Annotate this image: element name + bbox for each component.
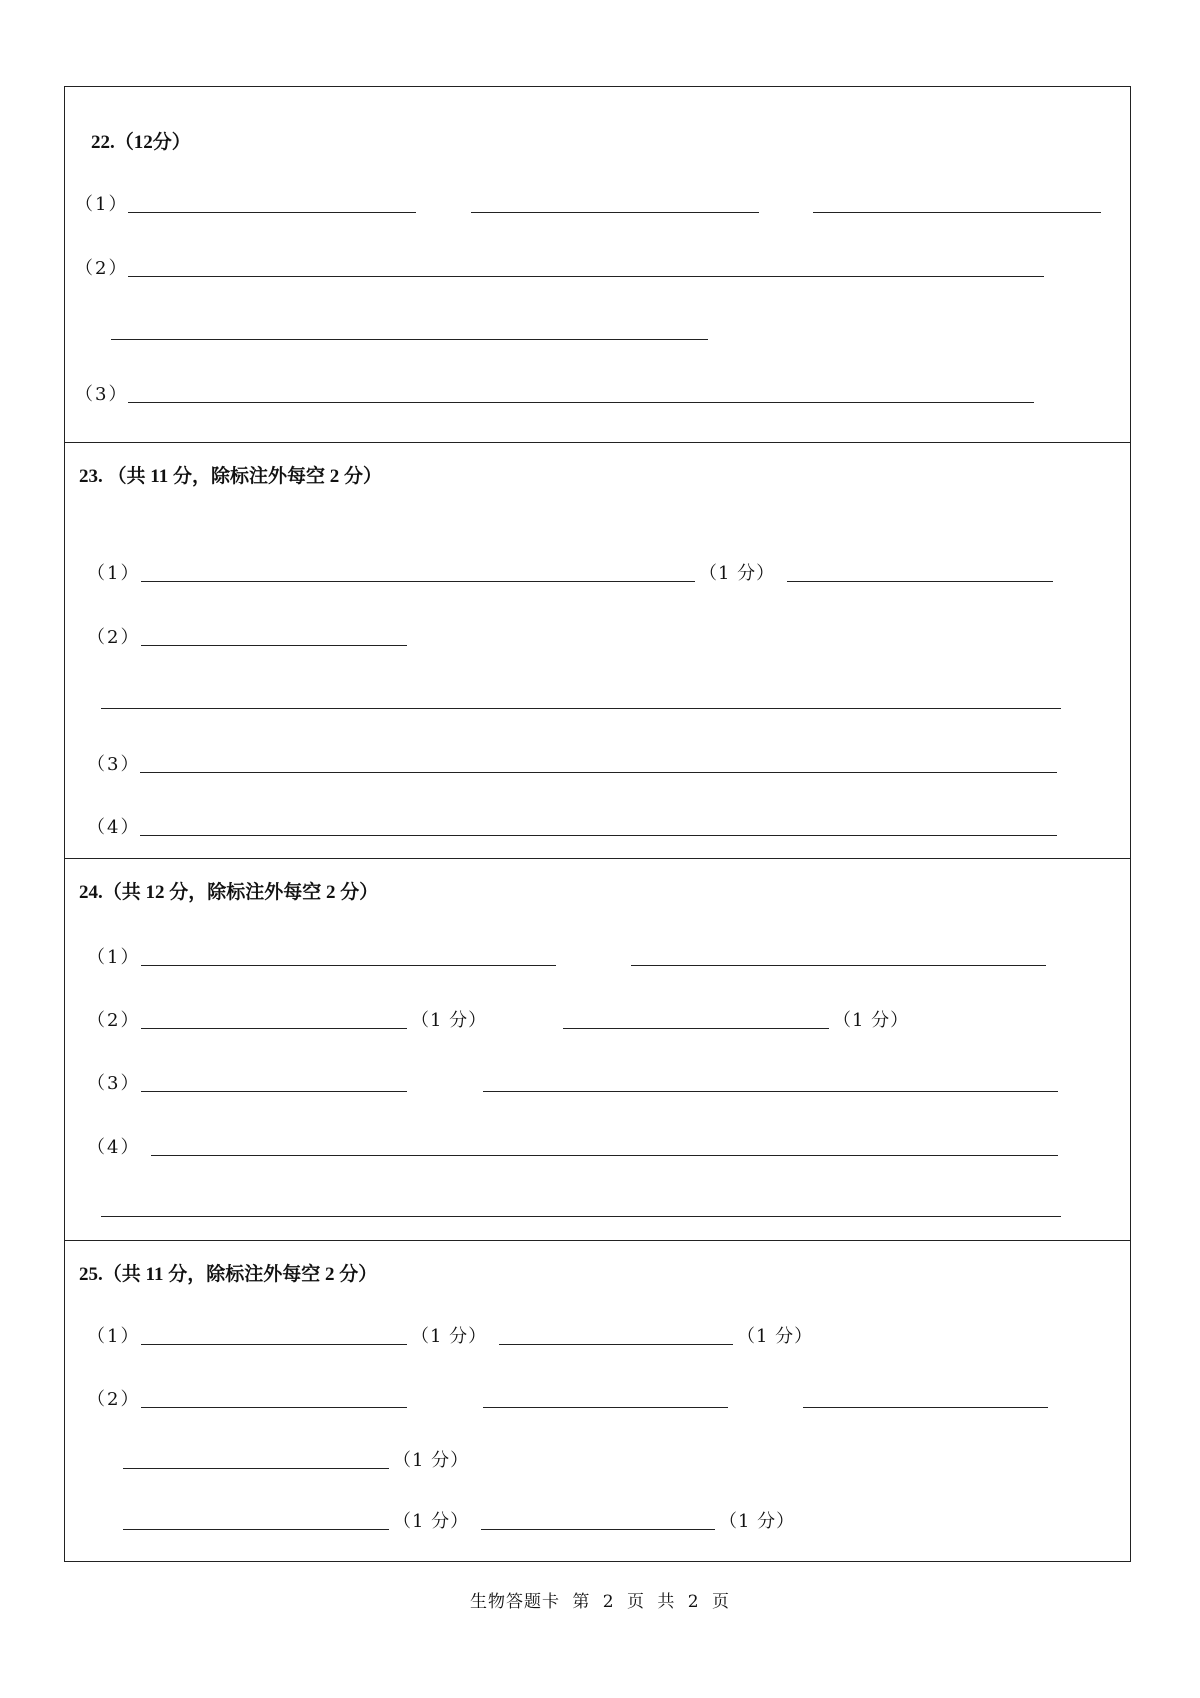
q24-part-4-blank-1[interactable] [151, 1155, 1058, 1156]
answer-sheet [64, 86, 1131, 1562]
q25-part-1-blank-2[interactable] [499, 1344, 733, 1345]
q23-part-1-score-note: （1 分） [699, 563, 776, 584]
q24-part-3-blank-2[interactable] [483, 1091, 1058, 1092]
question-25-title: 25.（共 11 分，除标注外每空 2 分） [79, 1264, 378, 1285]
q22-part-2-blank-2[interactable] [111, 339, 708, 340]
question-22-title: 22.（12分） [91, 132, 191, 153]
q25-part-1-score-note-2: （1 分） [737, 1326, 814, 1347]
q22-part-1-label: （1） [75, 194, 129, 215]
q22-part-1-blank-2[interactable] [471, 212, 759, 213]
q23-part-3-blank-1[interactable] [140, 772, 1057, 773]
question-22-section [65, 87, 1130, 443]
q25-part-1-label: （1） [87, 1326, 141, 1347]
q24-part-1-label: （1） [87, 947, 141, 968]
q25-part-2-blank-3[interactable] [803, 1407, 1048, 1408]
q24-part-2-blank-2[interactable] [563, 1028, 829, 1029]
q25-part-2-score-note-2: （1 分） [393, 1511, 470, 1532]
q24-part-2-score-note-1: （1 分） [411, 1010, 488, 1031]
q22-part-1-blank-3[interactable] [813, 212, 1101, 213]
q25-part-2-score-note-3: （1 分） [719, 1511, 796, 1532]
q25-part-2-blank-5[interactable] [123, 1529, 389, 1530]
q24-part-2-score-note-2: （1 分） [833, 1010, 910, 1031]
q23-part-2-blank-1[interactable] [141, 645, 407, 646]
q23-part-4-label: （4） [87, 817, 141, 838]
q23-part-2-blank-2[interactable] [101, 708, 1061, 709]
q25-part-2-blank-4[interactable] [123, 1468, 389, 1469]
question-23-title: 23. （共 11 分，除标注外每空 2 分） [79, 466, 382, 487]
q22-part-3-blank-1[interactable] [128, 402, 1034, 403]
q22-part-2-label: （2） [75, 258, 129, 279]
q25-part-2-blank-6[interactable] [481, 1529, 715, 1530]
q24-part-4-blank-2[interactable] [101, 1216, 1061, 1217]
q25-part-1-blank-1[interactable] [141, 1344, 407, 1345]
q24-part-3-blank-1[interactable] [141, 1091, 407, 1092]
q24-part-4-label: （4） [87, 1137, 141, 1158]
q24-part-3-label: （3） [87, 1073, 141, 1094]
q25-part-1-score-note-1: （1 分） [411, 1326, 488, 1347]
q23-part-4-blank-1[interactable] [140, 835, 1057, 836]
question-24-title: 24.（共 12 分，除标注外每空 2 分） [79, 882, 379, 903]
q22-part-2-blank-1[interactable] [128, 276, 1044, 277]
q25-part-2-blank-2[interactable] [483, 1407, 728, 1408]
q23-part-2-label: （2） [87, 627, 141, 648]
question-23-section [65, 443, 1130, 859]
page-footer: 生物答题卡 第 2 页 共 2 页 [469, 1592, 731, 1612]
question-24-section [65, 859, 1130, 1241]
question-25-section [65, 1241, 1130, 1563]
q23-part-1-blank-2[interactable] [787, 581, 1053, 582]
q22-part-3-label: （3） [75, 384, 129, 405]
q23-part-3-label: （3） [87, 754, 141, 775]
q24-part-2-label: （2） [87, 1010, 141, 1031]
q25-part-2-score-note-1: （1 分） [393, 1450, 470, 1471]
q25-part-2-blank-1[interactable] [141, 1407, 407, 1408]
q23-part-1-blank-1[interactable] [141, 581, 695, 582]
q24-part-1-blank-2[interactable] [631, 965, 1046, 966]
q24-part-1-blank-1[interactable] [141, 965, 556, 966]
q22-part-1-blank-1[interactable] [128, 212, 416, 213]
q23-part-1-label: （1） [87, 563, 141, 584]
q24-part-2-blank-1[interactable] [141, 1028, 407, 1029]
q25-part-2-label: （2） [87, 1389, 141, 1410]
